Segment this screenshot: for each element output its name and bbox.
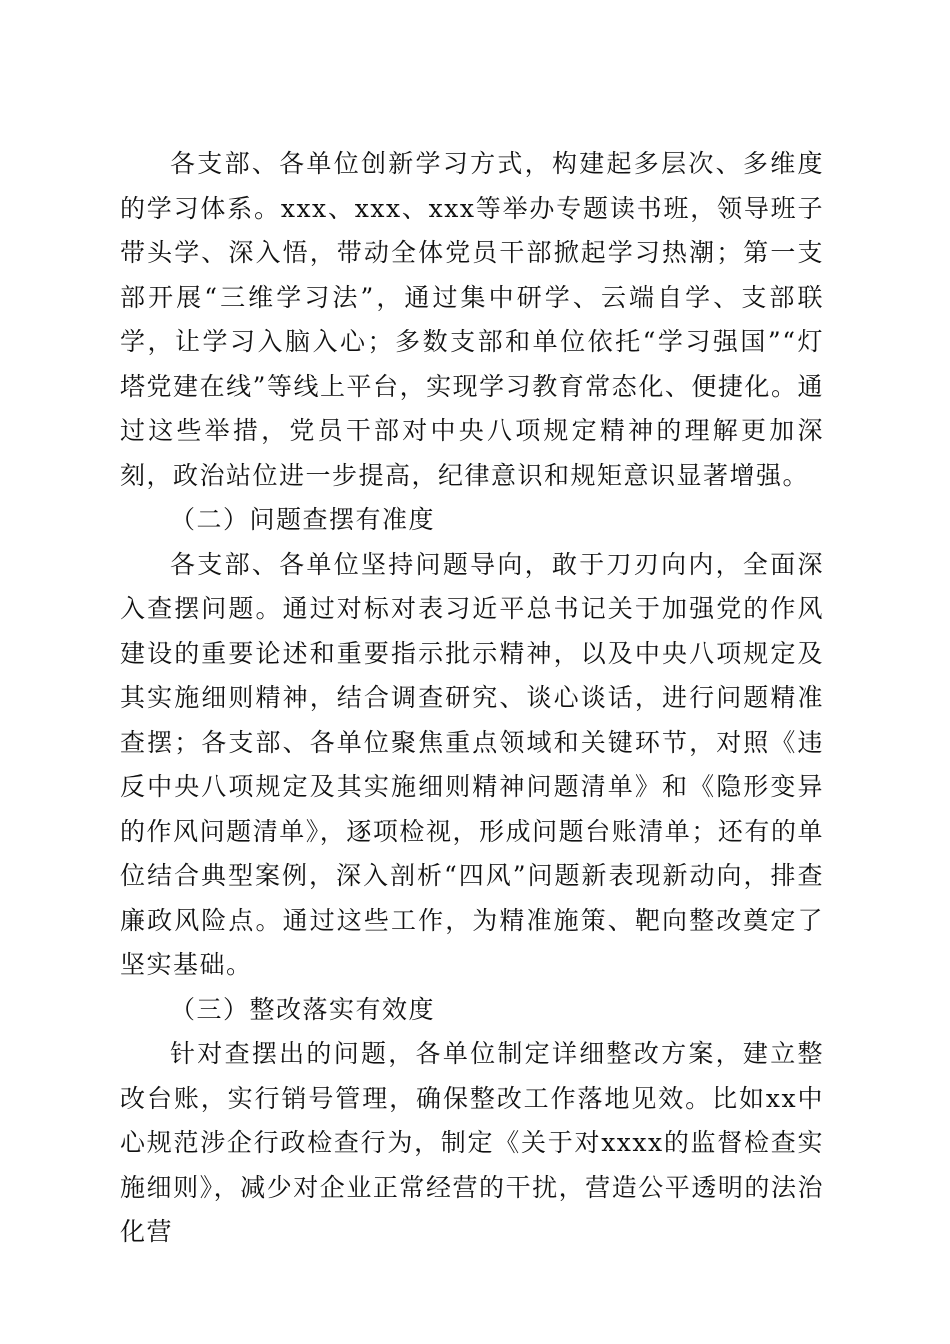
section-heading-problem-finding: （二）问题查摆有准度: [170, 505, 436, 534]
section-heading-rectification: （三）整改落实有效度: [170, 994, 436, 1024]
body-paragraph-rectification: 针对查摆出的问题，各单位制定详细整改方案，建立整改台账，实行销号管理，确保整改工作落地见效。比如xx中心规范涉企行政检查行为，制定《关于对xxxx的监督检查实施细则》，减少对企业正常经营的干扰，营造公平透明的法治化营: [120, 1039, 824, 1246]
body-paragraph-problem-finding: 各支部、各单位坚持问题导向，敢于刀刃向内，全面深入查摆问题。通过对标对表习近平总书记关于加强党的作风建设的重要论述和重要指示批示精神，以及中央八项规定及其实施细则精神，结合调查研究、谈心谈话，进行问题精准查摆；各支部、各单位聚焦重点领域和关键环节，对照《违反中央八项规定及其实施细则精神问题清单》和《隐形变异的作风问题清单》，逐项检视，形成问题台账清单；还有的单位结合典型案例，深入剖析“四风”问题新表现新动向，排查廉政风险点。通过这些工作，为精准施策、靶向整改奠定了坚实基础。: [120, 549, 824, 979]
body-paragraph-study-system: 各支部、各单位创新学习方式，构建起多层次、多维度的学习体系。xxx、xxx、xxx等举办专题读书班，领导班子带头学、深入悟，带动全体党员干部掀起学习热潮；第一支部开展“三维学习法”，通过集中研学、云端自学、支部联学，让学习入脑入心；多数支部和单位依托“学习强国”“灯塔党建在线”等线上平台，实现学习教育常态化、便捷化。通过这些举措，党员干部对中央八项规定精神的理解更加深刻，政治站位进一步提高，纪律意识和规矩意识显著增强。: [120, 149, 824, 490]
document-page: [120, 142, 824, 1255]
